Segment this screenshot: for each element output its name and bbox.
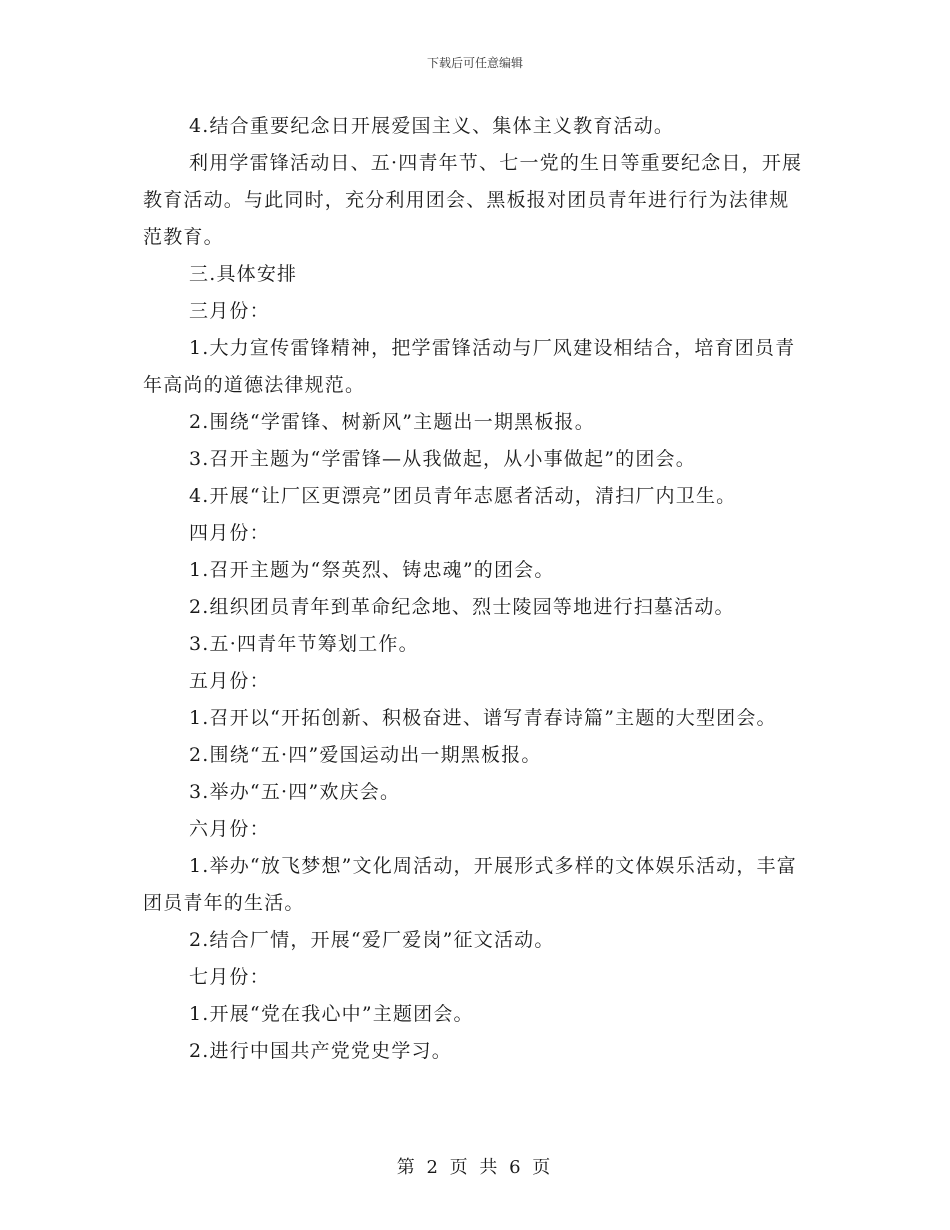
- paragraph: 1.召开以“开拓创新、积极奋进、谱写青春诗篇”主题的大型团会。: [189, 707, 777, 729]
- paragraph: 1.召开主题为“祭英烈、铸忠魂”的团会。: [189, 559, 555, 581]
- paragraph: 2.进行中国共产党党史学习。: [189, 1040, 452, 1062]
- page-header-note: 下载后可任意编辑: [426, 56, 523, 70]
- paragraph: 1.举办“放飞梦想”文化周活动，开展形式多样的文体娱乐活动，丰富团员青年的生活。: [143, 855, 797, 914]
- page-number: 第 2 页 共 6 页: [396, 1157, 554, 1178]
- paragraph: 3.举办“五·四”欢庆会。: [189, 781, 401, 803]
- paragraph: 4.开展“让厂区更漂亮”团员青年志愿者活动，清扫厂内卫生。: [189, 485, 737, 507]
- month-heading: 六月份：: [189, 818, 270, 840]
- month-heading: 四月份：: [189, 522, 270, 544]
- paragraph: 4.结合重要纪念日开展爱国主义、集体主义教育活动。: [189, 115, 675, 137]
- paragraph: 2.围绕“五·四”爱国运动出一期黑板报。: [189, 744, 542, 766]
- paragraph: 2.组织团员青年到革命纪念地、烈士陵园等地进行扫墓活动。: [189, 596, 735, 618]
- document-body: [143, 108, 808, 1070]
- paragraph: 1.大力宣传雷锋精神，把学雷锋活动与厂风建设相结合，培育团员青年高尚的道德法律规范。: [143, 337, 796, 396]
- month-heading: 五月份：: [189, 670, 270, 692]
- section-heading: 三.具体安排: [189, 263, 298, 285]
- paragraph: 2.结合厂情，开展“爱厂爱岗”征文活动。: [189, 929, 555, 951]
- paragraph: 1.开展“党在我心中”主题团会。: [189, 1003, 474, 1025]
- paragraph: 2.围绕“学雷锋、树新风”主题出一期黑板报。: [189, 411, 595, 433]
- month-heading: 七月份：: [189, 966, 270, 988]
- month-heading: 三月份：: [189, 300, 270, 322]
- paragraph: 利用学雷锋活动日、五·四青年节、七一党的生日等重要纪念日，开展教育活动。与此同时，充分利用团会、黑板报对团员青年进行行为法律规范教育。: [143, 152, 803, 248]
- paragraph: 3.五·四青年节筹划工作。: [189, 633, 419, 655]
- paragraph: 3.召开主题为“学雷锋—从我做起，从小事做起”的团会。: [189, 448, 696, 470]
